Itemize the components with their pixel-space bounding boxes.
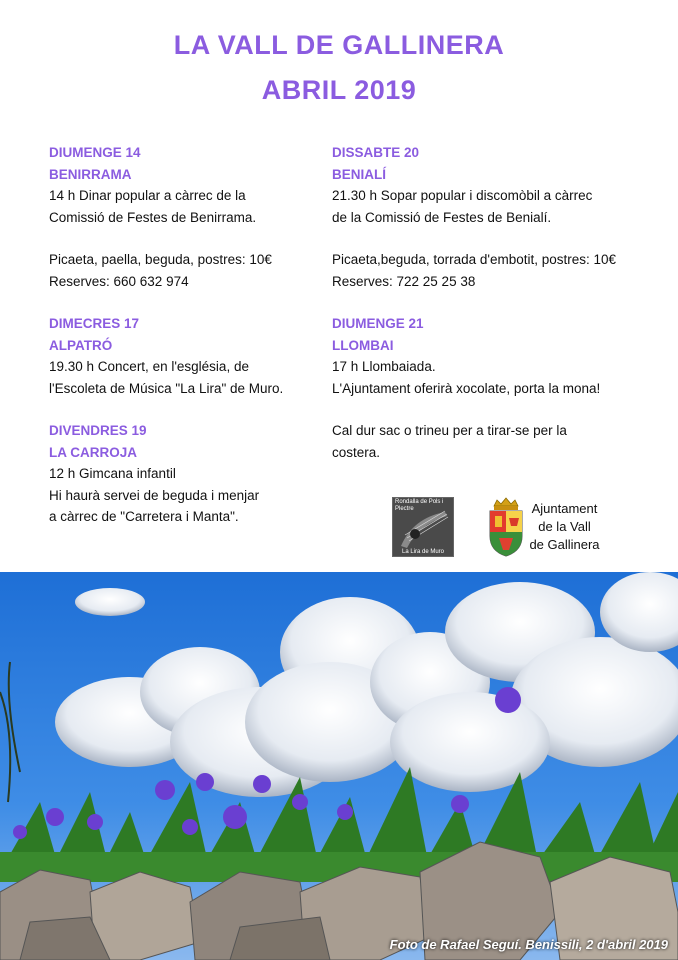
event-line: Cal dur sac o trineu per a tirar-se per la	[332, 423, 567, 438]
event-line: Hi haurà servei de beguda i menjar	[49, 487, 260, 503]
photo-caption: Foto de Rafael Seguí. Benissili, 2 d'abril 2019	[389, 937, 668, 952]
event-day: DIMECRES 17	[49, 316, 140, 331]
event-day: DIUMENGE 14	[49, 145, 141, 160]
la-lira-logo	[392, 497, 454, 557]
ajuntament-line: Ajuntament	[531, 501, 598, 516]
event-line: Picaeta, paella, beguda, postres: 10€	[49, 252, 272, 267]
event-line: Reserves: 660 632 974	[49, 273, 189, 289]
event-line: Reserves: 722 25 25 38	[332, 273, 476, 289]
event-place: LA CARROJA	[49, 444, 138, 460]
event-line: Picaeta,beguda, torrada d'embotit, postres: 10€	[332, 252, 617, 267]
event-line: L'Ajuntament oferirà xocolate, porta la mona!	[332, 380, 601, 396]
lira-logo-text: Rondalla de Pols i Plectre	[395, 499, 444, 512]
event-place: BENIRRAMA	[49, 166, 132, 182]
ajuntament-text	[527, 500, 602, 554]
event-line: 17 h Llombaiada.	[332, 359, 436, 374]
event-line: a càrrec de "Carretera i Manta".	[49, 509, 239, 524]
landscape-photo	[0, 572, 678, 960]
event-line: 21.30 h Sopar popular i discomòbil a càrrec	[332, 188, 593, 203]
right-column	[332, 142, 652, 463]
ajuntament-crest-icon	[487, 496, 525, 558]
event-day: DIUMENGE 21	[332, 316, 424, 331]
event-place: BENIALÍ	[332, 166, 386, 182]
title-line-1: LA VALL DE GALLINERA	[173, 30, 505, 60]
event-day: DIVENDRES 19	[49, 423, 147, 438]
lira-logo-text: La Lira de Muro	[401, 549, 445, 555]
event-day: DISSABTE 20	[332, 145, 420, 160]
event-line: l'Escoleta de Música "La Lira" de Muro.	[49, 380, 284, 396]
event-line: 14 h Dinar popular a càrrec de la	[49, 188, 246, 203]
event-line: Comissió de Festes de Benirrama.	[49, 209, 257, 225]
ajuntament-line: de la Vall	[538, 519, 591, 534]
ajuntament-line: de Gallinera	[529, 537, 600, 552]
event-line: 12 h Gimcana infantil	[49, 466, 176, 481]
event-place: LLOMBAI	[332, 337, 394, 353]
event-line: costera.	[332, 444, 381, 460]
left-column	[49, 142, 339, 528]
title-line-2: ABRIL 2019	[261, 75, 417, 105]
event-line: 19.30 h Concert, en l'església, de	[49, 359, 249, 374]
event-place: ALPATRÓ	[49, 337, 113, 353]
event-line: de la Comissió de Festes de Benialí.	[332, 209, 552, 225]
